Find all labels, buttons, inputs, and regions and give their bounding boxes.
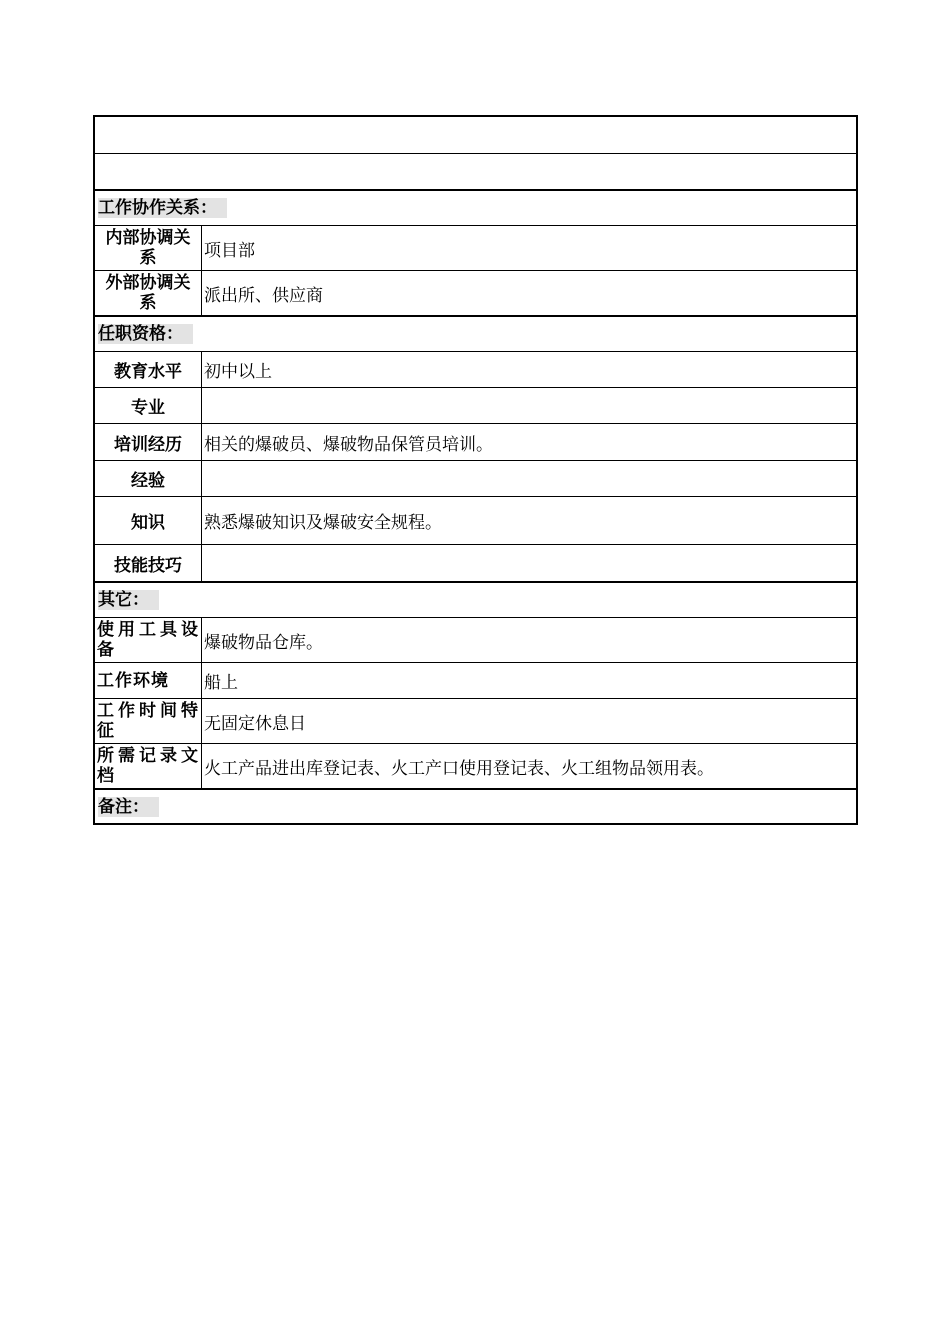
row-training	[95, 423, 856, 460]
label-environment: 工作环境	[95, 663, 202, 698]
row-knowledge	[95, 496, 856, 544]
section-remarks	[95, 788, 856, 823]
label-education: 教育水平	[95, 352, 202, 387]
section-title-other: 其它：	[98, 590, 159, 610]
label-major: 专业	[95, 388, 202, 423]
job-description-table	[93, 115, 858, 825]
row-education	[95, 351, 856, 387]
label-skills: 技能技巧	[95, 545, 202, 581]
row-tools	[95, 617, 856, 662]
row-records	[95, 743, 856, 788]
value-education: 初中以上	[204, 362, 272, 382]
row-major	[95, 387, 856, 423]
row-experience	[95, 460, 856, 496]
value-records: 火工产品进出库登记表、火工产口使用登记表、火工组物品领用表。	[204, 758, 714, 779]
section-title-qualifications: 任职资格：	[98, 324, 193, 344]
value-environment: 船上	[204, 673, 238, 693]
value-knowledge: 熟悉爆破知识及爆破安全规程。	[204, 513, 442, 533]
empty-row-2	[95, 153, 856, 189]
value-major	[202, 388, 856, 423]
value-tools: 爆破物品仓库。	[204, 632, 323, 653]
label-work-time: 工作时间特征	[95, 699, 202, 743]
label-tools: 使用工具设备	[95, 618, 202, 662]
label-external-coordination: 外部协调关系	[95, 271, 202, 315]
section-collaboration	[95, 189, 856, 225]
value-skills	[202, 545, 856, 581]
row-skills	[95, 544, 856, 581]
section-other	[95, 581, 856, 617]
label-records: 所需记录文档	[95, 744, 202, 788]
label-experience: 经验	[95, 461, 202, 496]
row-environment	[95, 662, 856, 698]
label-internal-coordination: 内部协调关系	[95, 226, 202, 270]
value-work-time: 无固定休息日	[204, 713, 306, 734]
value-experience	[202, 461, 856, 496]
section-title-remarks: 备注：	[98, 797, 159, 817]
value-external-coordination: 派出所、供应商	[204, 285, 323, 306]
value-training: 相关的爆破员、爆破物品保管员培训。	[204, 434, 493, 455]
row-internal-coordination	[95, 225, 856, 270]
value-internal-coordination: 项目部	[204, 240, 255, 261]
row-external-coordination	[95, 270, 856, 315]
empty-row-1	[95, 117, 856, 153]
label-training: 培训经历	[95, 424, 202, 460]
row-work-time	[95, 698, 856, 743]
section-qualifications	[95, 315, 856, 351]
label-knowledge: 知识	[95, 497, 202, 544]
section-title-collaboration: 工作协作关系：	[98, 198, 227, 218]
